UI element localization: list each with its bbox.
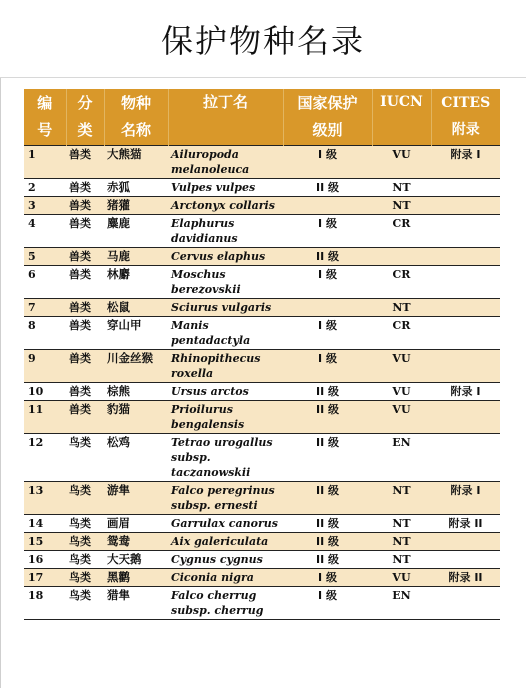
cell-cites [431, 266, 500, 299]
cell-protection-level: I 级 [283, 350, 372, 383]
cell-latin-name: Aix galericulata [168, 533, 283, 551]
cell-number: 11 [24, 401, 66, 434]
cell-species-name: 游隼 [104, 482, 168, 515]
cell-protection-level: II 级 [283, 482, 372, 515]
table-row [24, 179, 500, 197]
cell-class: 鸟类 [66, 569, 104, 587]
cell-protection-level: I 级 [283, 266, 372, 299]
cell-cites [431, 248, 500, 266]
table-row [24, 350, 500, 383]
cell-latin-name: Ailuropoda melanoleuca [168, 146, 283, 179]
cell-number: 6 [24, 266, 66, 299]
header-class: 分 类 [66, 89, 104, 146]
cell-cites [431, 215, 500, 248]
cell-protection-level: II 级 [283, 434, 372, 482]
cell-iucn: NT [372, 299, 431, 317]
cell-species-name: 穿山甲 [104, 317, 168, 350]
cell-species-name: 松鼠 [104, 299, 168, 317]
cell-iucn: CR [372, 215, 431, 248]
cell-cites: 附录 I [431, 146, 500, 179]
cell-latin-name: Rhinopithecus roxella [168, 350, 283, 383]
header-protection-level: 国家保护 级别 [283, 89, 372, 146]
cell-number: 7 [24, 299, 66, 317]
cell-species-name: 鸳鸯 [104, 533, 168, 551]
cell-iucn: EN [372, 587, 431, 620]
cell-cites: 附录 I [431, 383, 500, 401]
cell-species-name: 马鹿 [104, 248, 168, 266]
cell-iucn: VU [372, 350, 431, 383]
cell-class: 鸟类 [66, 587, 104, 620]
cell-iucn: NT [372, 482, 431, 515]
cell-latin-name: Falco peregrinus subsp. ernesti [168, 482, 283, 515]
cell-number: 4 [24, 215, 66, 248]
cell-iucn: NT [372, 515, 431, 533]
cell-class: 兽类 [66, 248, 104, 266]
cell-protection-level: II 级 [283, 248, 372, 266]
species-table [24, 89, 500, 620]
cell-cites [431, 533, 500, 551]
cell-number: 5 [24, 248, 66, 266]
cell-number: 15 [24, 533, 66, 551]
cell-class: 鸟类 [66, 482, 104, 515]
table-row [24, 515, 500, 533]
cell-cites [431, 587, 500, 620]
cell-species-name: 川金丝猴 [104, 350, 168, 383]
cell-protection-level: I 级 [283, 146, 372, 179]
table-row [24, 266, 500, 299]
header-cites: CITES 附录 [431, 89, 500, 146]
cell-class: 鸟类 [66, 434, 104, 482]
cell-cites [431, 401, 500, 434]
cell-species-name: 画眉 [104, 515, 168, 533]
page-header [0, 0, 526, 78]
cell-latin-name: Cygnus cygnus [168, 551, 283, 569]
cell-cites [431, 551, 500, 569]
cell-number: 10 [24, 383, 66, 401]
cell-iucn: CR [372, 317, 431, 350]
cell-number: 12 [24, 434, 66, 482]
table-row [24, 587, 500, 620]
cell-number: 1 [24, 146, 66, 179]
cell-number: 8 [24, 317, 66, 350]
table-header-row [24, 89, 500, 146]
cell-iucn: VU [372, 401, 431, 434]
cell-cites [431, 350, 500, 383]
cell-species-name: 大天鹅 [104, 551, 168, 569]
cell-class: 兽类 [66, 299, 104, 317]
table-row [24, 215, 500, 248]
cell-latin-name: Falco cherrug subsp. cherrug [168, 587, 283, 620]
cell-number: 18 [24, 587, 66, 620]
cell-iucn: EN [372, 434, 431, 482]
cell-iucn [372, 248, 431, 266]
cell-class: 兽类 [66, 401, 104, 434]
cell-iucn: VU [372, 569, 431, 587]
cell-species-name: 麋鹿 [104, 215, 168, 248]
cell-protection-level: II 级 [283, 515, 372, 533]
cell-class: 兽类 [66, 215, 104, 248]
table-row [24, 569, 500, 587]
cell-number: 13 [24, 482, 66, 515]
cell-latin-name: Ursus arctos [168, 383, 283, 401]
cell-iucn: NT [372, 533, 431, 551]
cell-iucn: CR [372, 266, 431, 299]
cell-species-name: 豹猫 [104, 401, 168, 434]
cell-latin-name: Cervus elaphus [168, 248, 283, 266]
cell-iucn: NT [372, 179, 431, 197]
cell-latin-name: Manis pentadactyla [168, 317, 283, 350]
header-iucn: IUCN [372, 89, 431, 146]
cell-latin-name: Prioilurus bengalensis [168, 401, 283, 434]
cell-latin-name: Ciconia nigra [168, 569, 283, 587]
cell-latin-name: Garrulax canorus [168, 515, 283, 533]
cell-number: 17 [24, 569, 66, 587]
cell-latin-name: Vulpes vulpes [168, 179, 283, 197]
cell-protection-level: I 级 [283, 587, 372, 620]
cell-protection-level: I 级 [283, 317, 372, 350]
cell-latin-name: Elaphurus davidianus [168, 215, 283, 248]
cell-protection-level: I 级 [283, 569, 372, 587]
cell-iucn: NT [372, 197, 431, 215]
table-row [24, 533, 500, 551]
table-row [24, 482, 500, 515]
cell-class: 兽类 [66, 266, 104, 299]
cell-class: 鸟类 [66, 515, 104, 533]
cell-protection-level: II 级 [283, 401, 372, 434]
cell-number: 2 [24, 179, 66, 197]
cell-species-name: 赤狐 [104, 179, 168, 197]
cell-class: 鸟类 [66, 533, 104, 551]
cell-protection-level: II 级 [283, 383, 372, 401]
header-number: 编 号 [24, 89, 66, 146]
cell-species-name: 猎隼 [104, 587, 168, 620]
cell-number: 3 [24, 197, 66, 215]
cell-latin-name: Arctonyx collaris [168, 197, 283, 215]
header-species-name: 物种 名称 [104, 89, 168, 146]
cell-cites: 附录 I [431, 482, 500, 515]
cell-class: 兽类 [66, 383, 104, 401]
table-row [24, 317, 500, 350]
table-row [24, 146, 500, 179]
cell-protection-level: I 级 [283, 215, 372, 248]
cell-protection-level: II 级 [283, 551, 372, 569]
table-row [24, 551, 500, 569]
cell-cites [431, 299, 500, 317]
table-row [24, 197, 500, 215]
cell-species-name: 大熊猫 [104, 146, 168, 179]
cell-class: 兽类 [66, 350, 104, 383]
cell-class: 兽类 [66, 317, 104, 350]
table-row [24, 401, 500, 434]
cell-species-name: 松鸡 [104, 434, 168, 482]
cell-iucn: NT [372, 551, 431, 569]
cell-iucn: VU [372, 146, 431, 179]
cell-number: 16 [24, 551, 66, 569]
cell-number: 9 [24, 350, 66, 383]
header-latin-name: 拉丁名 [168, 89, 283, 146]
cell-cites: 附录 II [431, 515, 500, 533]
cell-cites [431, 434, 500, 482]
cell-protection-level [283, 299, 372, 317]
table-row [24, 299, 500, 317]
page-title: 保护物种名录 [160, 21, 365, 60]
cell-cites: 附录 II [431, 569, 500, 587]
cell-class: 兽类 [66, 197, 104, 215]
cell-class: 兽类 [66, 146, 104, 179]
table-row [24, 434, 500, 482]
cell-species-name: 棕熊 [104, 383, 168, 401]
cell-cites [431, 317, 500, 350]
table-row [24, 383, 500, 401]
cell-species-name: 林麝 [104, 266, 168, 299]
cell-protection-level: II 级 [283, 179, 372, 197]
cell-species-name: 猪獾 [104, 197, 168, 215]
cell-latin-name: Sciurus vulgaris [168, 299, 283, 317]
cell-species-name: 黑鹳 [104, 569, 168, 587]
table-row [24, 248, 500, 266]
cell-protection-level [283, 197, 372, 215]
cell-latin-name: Moschus berezovskii [168, 266, 283, 299]
cell-iucn: VU [372, 383, 431, 401]
cell-cites [431, 197, 500, 215]
cell-latin-name: Tetrao urogallus subsp. taczanowskii [168, 434, 283, 482]
cell-class: 兽类 [66, 179, 104, 197]
cell-protection-level: II 级 [283, 533, 372, 551]
cell-class: 鸟类 [66, 551, 104, 569]
cell-number: 14 [24, 515, 66, 533]
cell-cites [431, 179, 500, 197]
